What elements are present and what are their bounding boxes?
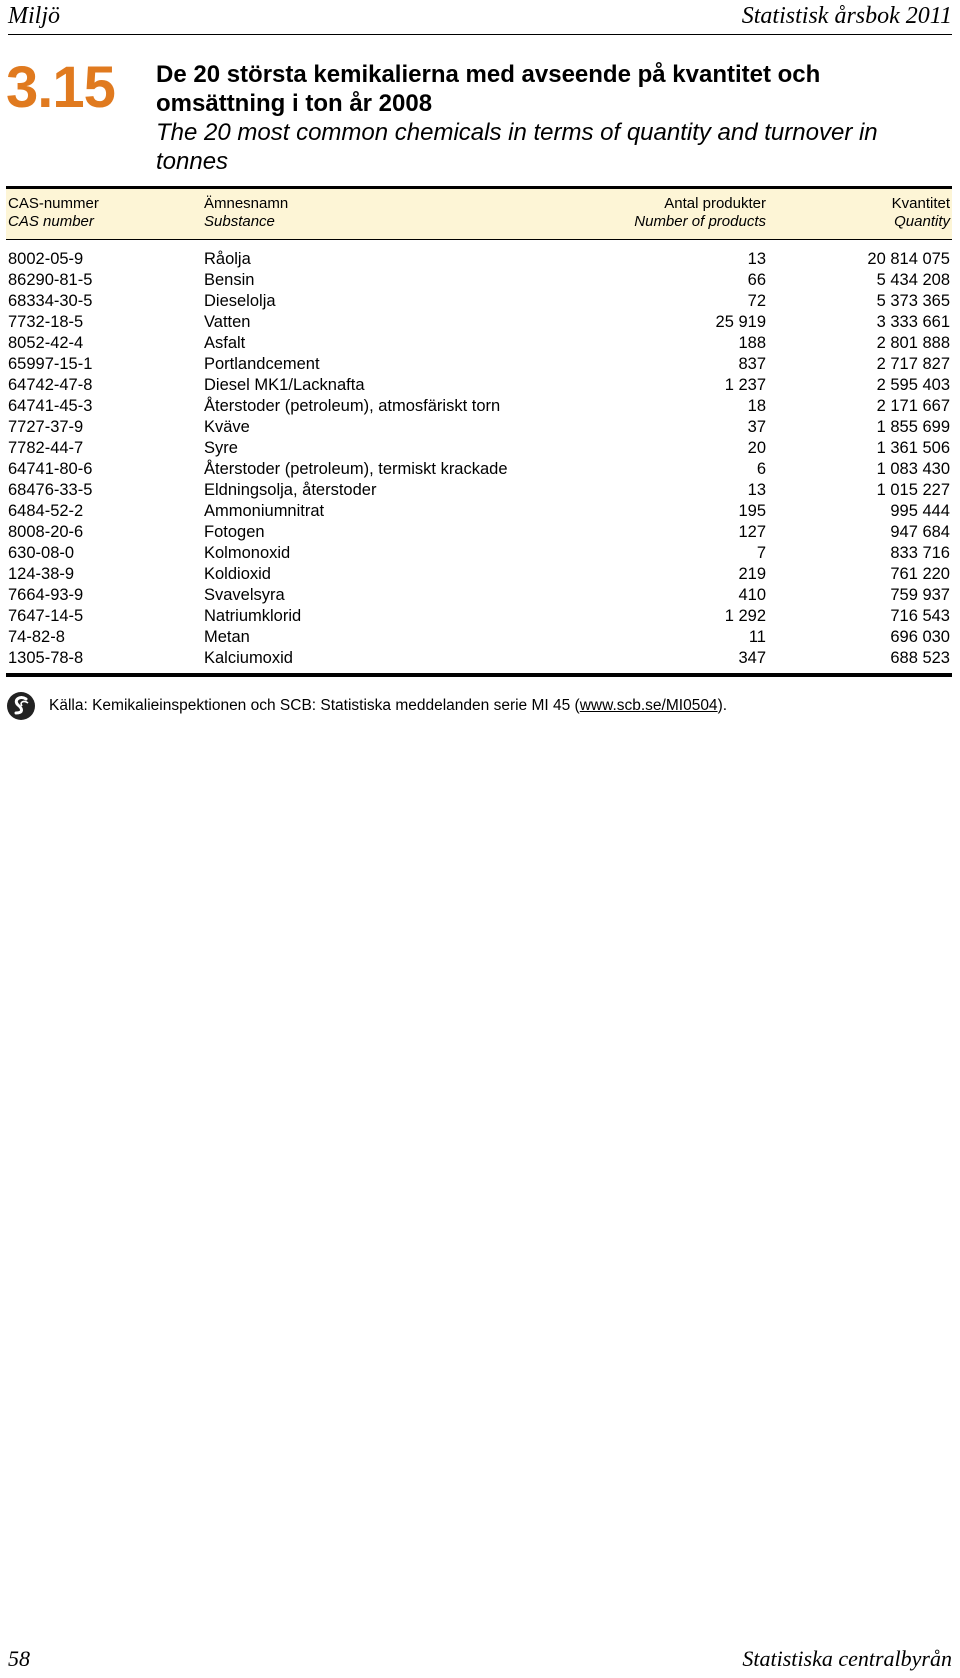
cell-quantity: 2 171 667: [876, 397, 950, 415]
cell-cas: 124-38-9: [8, 565, 75, 583]
cell-products: 837: [738, 355, 766, 373]
cell-substance: Fotogen: [204, 523, 265, 541]
cell-substance: Vatten: [204, 313, 251, 331]
table-number: 3.15: [6, 55, 115, 120]
cell-cas: 7732-18-5: [8, 313, 84, 331]
cell-substance: Portlandcement: [204, 355, 320, 373]
source-note: [6, 691, 952, 721]
cell-quantity: 995 444: [890, 502, 950, 520]
cell-products: 195: [738, 502, 766, 520]
table-row: [6, 628, 952, 649]
cell-quantity: 761 220: [890, 565, 950, 583]
cell-products: 410: [738, 586, 766, 604]
cell-quantity: 947 684: [890, 523, 950, 541]
cell-substance: Eldningsolja, återstoder: [204, 481, 377, 499]
cell-quantity: 20 814 075: [867, 250, 950, 268]
cell-quantity: 1 083 430: [876, 460, 950, 478]
cell-substance: Kalciumoxid: [204, 649, 293, 667]
bottom-rule: [6, 673, 952, 677]
table-row: [6, 397, 952, 418]
cell-substance: Syre: [204, 439, 238, 457]
cell-substance: Kolmonoxid: [204, 544, 291, 562]
cell-cas: 8002-05-9: [8, 250, 84, 268]
cell-cas: 6484-52-2: [8, 502, 84, 520]
cell-cas: 86290-81-5: [8, 271, 93, 289]
cell-quantity: 1 855 699: [876, 418, 950, 436]
cell-quantity: 3 333 661: [876, 313, 950, 331]
table-row: [6, 481, 952, 502]
column-header: [6, 189, 952, 239]
cell-cas: 8008-20-6: [8, 523, 84, 541]
cell-products: 11: [748, 628, 766, 646]
cell-products: 66: [747, 271, 766, 289]
cell-products: 13: [747, 481, 766, 499]
cell-products: 25 919: [715, 313, 766, 331]
table-row: [6, 523, 952, 544]
column-header-quantity: Kvantitet Quantity: [891, 195, 950, 230]
cell-quantity: 1 361 506: [876, 439, 950, 457]
table-row: [6, 544, 952, 565]
cell-cas: 7782-44-7: [8, 439, 84, 457]
table-row: [6, 376, 952, 397]
cell-products: 219: [738, 565, 766, 583]
running-head: [8, 2, 952, 35]
table-row: [6, 334, 952, 355]
cell-quantity: 2 717 827: [876, 355, 950, 373]
cell-cas: 64741-80-6: [8, 460, 93, 478]
cell-substance: Dieselolja: [204, 292, 276, 310]
cell-quantity: 759 937: [890, 586, 950, 604]
table-row: [6, 502, 952, 523]
table-row: [6, 250, 952, 271]
cell-substance: Koldioxid: [204, 565, 271, 583]
cell-substance: Asfalt: [204, 334, 246, 352]
page-number: 58: [8, 1646, 30, 1671]
table-row: [6, 355, 952, 376]
cell-quantity: 5 373 365: [876, 292, 950, 310]
table-row: [6, 439, 952, 460]
cell-substance: Metan: [204, 628, 250, 646]
table-row: [6, 418, 952, 439]
cell-substance: Återstoder (petroleum), atmosfäriskt torn: [204, 397, 501, 415]
cell-substance: Svavelsyra: [204, 586, 285, 604]
column-header-substance: Ämnesnamn Substance: [204, 195, 289, 230]
source-link[interactable]: www.scb.se/MI0504: [579, 697, 718, 714]
table-row: [6, 649, 952, 670]
title-english: The 20 most common chemicals in terms of quantity and turnover in tonnes: [156, 119, 878, 175]
scb-logo-icon: [6, 691, 36, 721]
cell-cas: 64742-47-8: [8, 376, 93, 394]
cell-quantity: 696 030: [890, 628, 950, 646]
cell-products: 7: [756, 544, 766, 562]
cell-cas: 7727-37-9: [8, 418, 84, 436]
cell-cas: 68334-30-5: [8, 292, 93, 310]
cell-products: 1 292: [724, 607, 766, 625]
cell-cas: 7664-93-9: [8, 586, 84, 604]
cell-cas: 1305-78-8: [8, 649, 84, 667]
cell-quantity: 688 523: [890, 649, 950, 667]
cell-products: 188: [738, 334, 766, 352]
table-title: [156, 60, 936, 176]
cell-quantity: 2 595 403: [876, 376, 950, 394]
table-row: [6, 607, 952, 628]
cell-substance: Kväve: [204, 418, 250, 436]
cell-products: 20: [747, 439, 766, 457]
cell-cas: 65997-15-1: [8, 355, 93, 373]
column-header-cas: CAS-nummer CAS number: [8, 195, 99, 230]
cell-quantity: 1 015 227: [876, 481, 950, 499]
source-text: Källa: Kemikalieinspektionen och SCB: Statistiska meddelanden serie MI 45 (www.scb.se/MI0504).: [49, 697, 728, 714]
cell-substance: Diesel MK1/Lacknafta: [204, 376, 365, 394]
cell-cas: 64741-45-3: [8, 397, 93, 415]
table-row: [6, 292, 952, 313]
cell-quantity: 716 543: [890, 607, 950, 625]
chapter-name: Miljö: [8, 3, 60, 29]
cell-substance: Bensin: [204, 271, 255, 289]
cell-quantity: 5 434 208: [876, 271, 950, 289]
cell-products: 6: [756, 460, 766, 478]
cell-quantity: 2 801 888: [876, 334, 950, 352]
table-row: [6, 313, 952, 334]
column-header-products: Antal produkter Number of products: [634, 195, 766, 230]
cell-substance: Natriumklorid: [204, 607, 302, 625]
cell-cas: 68476-33-5: [8, 481, 93, 499]
cell-products: 1 237: [724, 376, 766, 394]
table-row: [6, 460, 952, 481]
cell-substance: Ammoniumnitrat: [204, 502, 325, 520]
cell-cas: 630-08-0: [8, 544, 75, 562]
table-row: [6, 586, 952, 607]
cell-cas: 8052-42-4: [8, 334, 84, 352]
cell-cas: 7647-14-5: [8, 607, 84, 625]
cell-products: 347: [738, 649, 766, 667]
cell-products: 18: [747, 397, 766, 415]
cell-substance: Råolja: [204, 250, 251, 268]
cell-products: 37: [747, 418, 766, 436]
cell-products: 72: [747, 292, 766, 310]
book-title: Statistisk årsbok 2011: [741, 3, 952, 29]
cell-substance: Återstoder (petroleum), termiskt krackade: [204, 460, 508, 478]
table-row: [6, 271, 952, 292]
cell-products: 127: [738, 523, 766, 541]
publisher-name: Statistiska centralbyrån: [742, 1646, 952, 1671]
title-swedish: De 20 största kemikalierna med avseende på kvantitet och omsättning i ton år 2008: [156, 61, 821, 117]
cell-quantity: 833 716: [890, 544, 950, 562]
header-rule: [6, 239, 952, 240]
cell-products: 13: [747, 250, 766, 268]
table-row: [6, 565, 952, 586]
cell-cas: 74-82-8: [8, 628, 65, 646]
